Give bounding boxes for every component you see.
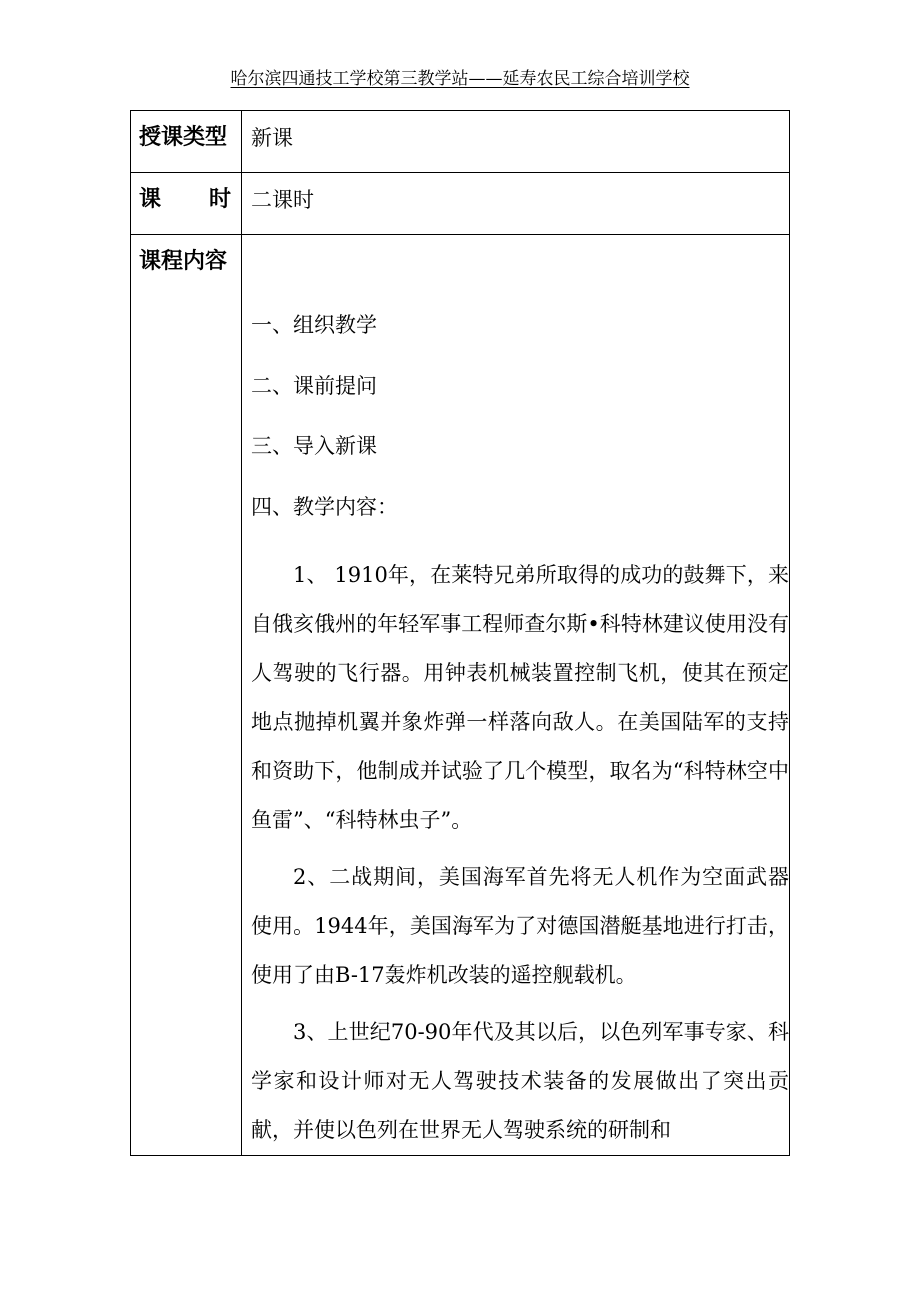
- value-cell-lesson-type: [242, 111, 790, 173]
- content-paragraph: 2、二战期间，美国海军首先将无人机作为空面武器使用。1944年，美国海军为了对德国潜艇基地进行打击，使用了由B-17轰炸机改装的遥控舰载机。: [251, 865, 789, 987]
- value-cell-course-content: [242, 235, 790, 1156]
- course-content-body: [242, 235, 789, 1155]
- school-title: 哈尔滨四通技工学校第三教学站——延寿农民工综合培训学校: [230, 69, 690, 89]
- outline-item: 四、教学内容：: [251, 494, 398, 519]
- lesson-table: [130, 110, 790, 1156]
- lesson-type-value: 新课: [251, 126, 293, 150]
- label-cell-class-hours: [131, 173, 242, 235]
- lesson-type-label: 授课类型: [139, 125, 228, 150]
- content-paragraph: 1、 1910年，在莱特兄弟所取得的成功的鼓舞下，来自俄亥俄州的年轻军事工程师查尔斯•科特林建议使用没有人驾驶的飞行器。用钟表机械装置控制飞机，使其在预定地点抛掉机翼并象炸弹一样落向敌人。在美国陆军的支持和资助下，他制成并试验了几个模型，取名为“科特林空中鱼雷”、“科特林虫子”。: [251, 563, 789, 832]
- label-cell-lesson-type: [131, 111, 242, 173]
- label-cell-course-content: [131, 235, 242, 1156]
- row-lesson-type: [131, 111, 790, 173]
- outline-item: 三、导入新课: [251, 434, 377, 458]
- class-hours-label-right: 时: [208, 187, 231, 212]
- outline-item: 一、组织教学: [251, 313, 377, 337]
- course-content-label: 课程内容: [139, 249, 228, 274]
- outline-item: 二、课前提问: [251, 373, 377, 398]
- class-hours-label: [131, 173, 241, 213]
- class-hours-label-left: 课: [139, 187, 162, 212]
- row-course-content: [131, 235, 790, 1156]
- value-cell-class-hours: [242, 173, 790, 235]
- row-class-hours: [131, 173, 790, 235]
- content-paragraph: 3、上世纪70-90年代及其以后，以色列军事专家、科学家和设计师对无人驾驶技术装备的发展做出了突出贡献，并使以色列在世界无人驾驶系统的研制和: [251, 1020, 789, 1142]
- school-header: [0, 64, 920, 89]
- class-hours-value: 二课时: [251, 188, 314, 212]
